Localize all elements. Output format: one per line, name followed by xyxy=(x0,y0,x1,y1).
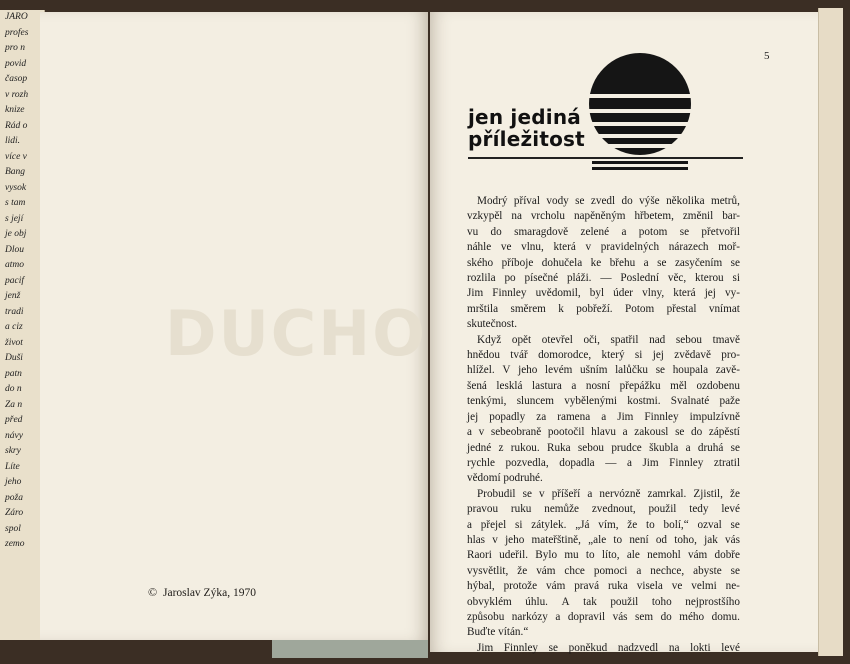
edge-text-fragment: v rozh xyxy=(5,89,29,100)
body-line: způsobu narkózy a dopravil vás sem do mého domu. xyxy=(467,610,740,623)
edge-text-fragment: tradi xyxy=(5,306,24,317)
edge-text-fragment: lidi. xyxy=(5,136,21,146)
edge-text-fragment: poža xyxy=(5,492,23,503)
edge-text-fragment: Bang xyxy=(5,167,26,177)
body-line: hýbal, protože vám pravá ruka visela ve velmi ne- xyxy=(467,580,740,593)
edge-text-fragment: povid xyxy=(5,58,27,69)
edge-text-fragment: Duši xyxy=(5,353,23,363)
sunset-emblem-icon xyxy=(588,52,692,174)
edge-text-fragment: jenž xyxy=(5,291,21,301)
copyright-notice xyxy=(148,585,256,600)
edge-text-fragment: pacif xyxy=(5,275,24,286)
body-line: Když opět otevřel oči, spatřil nad sebou tmavě xyxy=(477,333,740,346)
body-line: rozlila po písečné pláži. — Poslední věc, kterou si xyxy=(467,272,740,285)
edge-text-fragment: knize xyxy=(5,105,25,115)
page-stack-edge xyxy=(818,8,843,656)
edge-text-fragment: Líte xyxy=(5,461,20,472)
edge-text-fragment: návy xyxy=(5,430,23,441)
edge-text-fragment: život xyxy=(5,337,23,348)
body-line: pravou ruku nemůže zvednout, použil tedy levé xyxy=(467,503,740,516)
body-line: Probudil se v příšeří a nervózně zamrkal. Zjistil, že xyxy=(477,487,740,500)
edge-text-fragment: vysok xyxy=(5,182,27,193)
body-line: Modrý příval vody se zvedl do výše několika metrů, xyxy=(477,195,740,207)
edge-text-fragment: profes xyxy=(5,27,29,38)
body-line: tenkými, sluncem vybělenými kostmi. Svalnaté paže xyxy=(467,395,740,408)
body-line: a přejel si zátylek. „Já vím, že to bolí,“ ozval se xyxy=(467,518,740,531)
body-line: jedné z rukou. Ruka sebou prudce škubla a druhá se xyxy=(467,441,740,454)
edge-text-fragment: JARO xyxy=(5,12,28,22)
body-line: skutečnost. xyxy=(467,318,518,331)
body-line: ského příboje dohučela ke břehu a se zasyčením se xyxy=(467,256,740,269)
body-line: hnědou tvář domorodce, který si jej zvědavě pro- xyxy=(467,349,740,362)
edge-text-fragment: časop xyxy=(5,74,28,84)
body-line: vysvětlit, že vám chce pomoci a nechce, abyste se xyxy=(467,564,740,577)
body-line: hlížel. V jeho levém ušním lalůčku se houpala zavě- xyxy=(467,364,740,377)
edge-text-fragment: Rád o xyxy=(5,120,28,131)
edge-text-fragment: do n xyxy=(5,384,22,394)
body-line: mrštila směrem k pobřeží. Potom přestal vnímat xyxy=(467,302,740,315)
edge-text-fragment: Za n xyxy=(5,399,23,410)
copyright-symbol: © xyxy=(148,585,158,599)
chapter-title-line-1: jen jediná xyxy=(468,105,581,129)
body-line: Jim Finnley uvědomil, byl úder vlny, která jej vy- xyxy=(467,287,740,300)
page-number: 5 xyxy=(764,50,770,62)
chapter-body-text xyxy=(467,194,740,656)
body-line: jej popadly za ramena a Jim Finnley impulzívně xyxy=(467,410,740,423)
edge-text-fragment: skry xyxy=(5,446,21,456)
edge-text-fragment: a ciz xyxy=(5,322,23,332)
body-line: hlas v jeho mateřštině, „ale to není od toho, jak vás xyxy=(467,533,740,546)
edge-text-fragment: s její xyxy=(5,213,24,224)
chapter-title-line-2: příležitost xyxy=(468,127,585,151)
spine-binding xyxy=(272,640,428,658)
body-line: šená lesklá lastura a nosní přepážku měl ozdobenu xyxy=(467,379,740,392)
edge-text-fragment: pro n xyxy=(5,43,25,53)
edge-text-fragment: je obj xyxy=(5,229,27,239)
edge-text-fragment: jeho xyxy=(5,477,22,487)
edge-text-fragment: spol xyxy=(5,523,21,534)
body-line: vzkypěl na vrcholu napěněným hřbetem, změnil bar- xyxy=(467,210,740,223)
edge-text-fragment: Dlou xyxy=(5,244,24,255)
edge-text-fragment: Záro xyxy=(5,508,24,518)
body-line: obvyklém úhlu. A tak použil toho nejprostšího xyxy=(467,595,740,608)
right-page xyxy=(430,12,820,652)
body-line: náhle ve vlnu, která v pravidelných nárazech moř- xyxy=(467,241,740,254)
edge-text-fragment: s tam xyxy=(5,198,26,208)
body-line: Jim Finnley se poněkud nadzvedl na lokti levé xyxy=(477,641,740,654)
previous-page-edge xyxy=(0,10,45,640)
body-line: a v sebeobraně pootočil hlavu a zakousl se do zápěstí xyxy=(467,426,740,439)
edge-text-fragment: zemo xyxy=(5,539,25,549)
body-line: Raori udeřil. Bylo mu to líto, ale nemohl vám dobře xyxy=(467,549,740,562)
left-page xyxy=(40,12,428,640)
edge-text-fragment: před xyxy=(5,415,23,425)
title-rule xyxy=(468,157,743,159)
body-line: rychle pozvedla, dopadla — a Jim Finnley ztratil xyxy=(467,456,740,469)
edge-text-fragment: patn xyxy=(5,368,22,379)
show-through-title: DUCHO xyxy=(165,297,427,370)
edge-text-fragment: atmo xyxy=(5,260,24,270)
copyright-text: Jaroslav Zýka, 1970 xyxy=(163,587,256,599)
chapter-title xyxy=(468,106,585,150)
body-line: vu do smaragdově zelené a potom se přetvořil xyxy=(467,225,740,238)
body-line: vědomí podruhé. xyxy=(467,472,543,485)
body-line: Buďte vítán.“ xyxy=(467,626,529,639)
edge-text-fragment: více v xyxy=(5,151,27,162)
